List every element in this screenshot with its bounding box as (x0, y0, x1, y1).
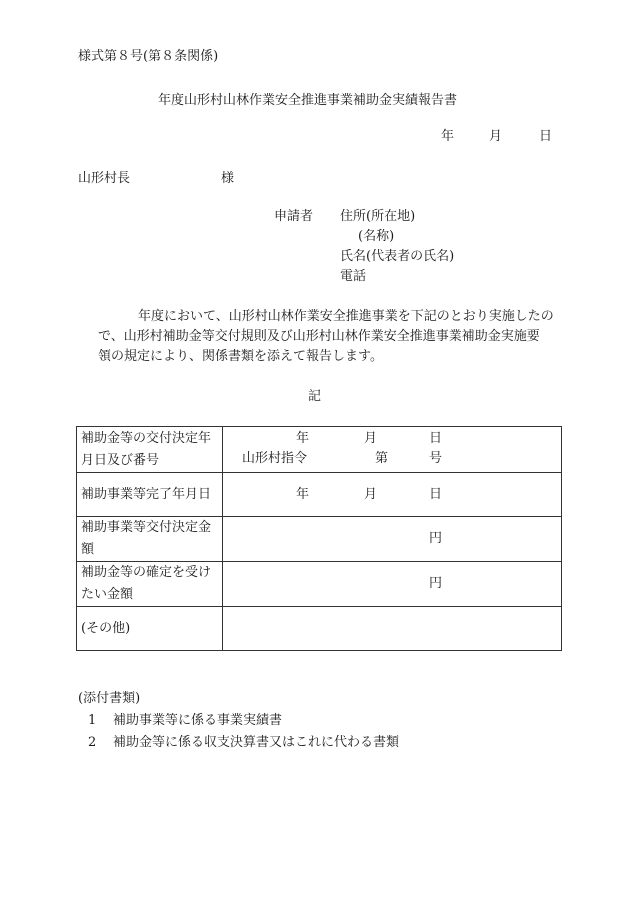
label-other: (その他) (77, 607, 223, 651)
decision-year: 年 (296, 431, 310, 446)
applicant-label: 申請者 (274, 209, 314, 224)
completion-year: 年 (296, 487, 310, 502)
date-month: 月 (489, 129, 503, 144)
decided-amount-yen: 円 (429, 531, 443, 546)
attachment-text-2: 補助金等に係る収支決算書又はこれに代わる書類 (113, 735, 400, 750)
date-day: 日 (539, 129, 553, 144)
applicant-name-org: (名称) (358, 229, 395, 244)
body-line-2: で、山形村補助金等交付規則及び山形村山林作業安全推進事業補助金実施要 (98, 329, 540, 344)
label-completion: 補助事業等完了年月日 (77, 473, 223, 517)
requested-amount-yen: 円 (429, 576, 443, 591)
value-decided-amount (223, 517, 562, 562)
applicant-name-rep: 氏名(代表者の氏名) (340, 249, 455, 264)
table-row-decided-amount (77, 517, 562, 562)
completion-month: 月 (364, 487, 378, 502)
applicant-phone: 電話 (340, 269, 367, 284)
value-other (223, 607, 562, 651)
applicant-address: 住所(所在地) (340, 209, 416, 224)
form-number: 様式第８号(第８条関係) (78, 49, 219, 64)
value-completion (223, 473, 562, 517)
attachment-num-1: 1 (88, 713, 97, 728)
table-row-other (77, 607, 562, 651)
label-decided-amount: 補助事業等交付決定金額 (77, 517, 223, 562)
table-row-completion (77, 473, 562, 517)
completion-day: 日 (429, 487, 443, 502)
decision-month: 月 (364, 431, 378, 446)
attachment-text-1: 補助事業等に係る事業実績書 (113, 713, 283, 728)
table-row-requested-amount (77, 562, 562, 607)
ki-heading: 記 (308, 389, 322, 404)
label-requested-amount: 補助金等の確定を受けたい金額 (77, 562, 223, 607)
value-decision (223, 427, 562, 473)
addressee-honorific: 様 (221, 171, 235, 186)
decision-day: 日 (429, 431, 443, 446)
report-table (76, 426, 562, 651)
value-requested-amount (223, 562, 562, 607)
decision-go: 号 (429, 451, 443, 466)
table-row-decision (77, 427, 562, 473)
attachment-num-2: 2 (88, 735, 97, 750)
label-decision: 補助金等の交付決定年月日及び番号 (77, 427, 223, 473)
attachments-heading: (添付書類) (78, 691, 141, 706)
decision-directive: 山形村指令 (242, 451, 308, 466)
body-line-1: 年度において、山形村山林作業安全推進事業を下記のとおり実施したの (138, 309, 554, 324)
addressee-name: 山形村長 (78, 171, 131, 186)
decision-dai: 第 (375, 451, 389, 466)
document-title: 年度山形村山林作業安全推進事業補助金実績報告書 (158, 93, 458, 108)
body-line-3: 領の規定により、関係書類を添えて報告します。 (98, 349, 383, 364)
date-year: 年 (441, 129, 455, 144)
